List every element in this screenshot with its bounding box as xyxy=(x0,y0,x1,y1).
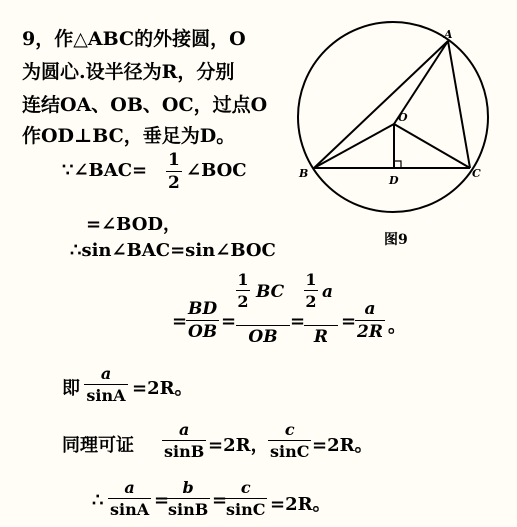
problem-line-1: 9，作△ABC的外接圆，O xyxy=(22,28,246,50)
fraction-c-sinc: c sinC xyxy=(270,420,310,461)
final-eq-2: = xyxy=(212,490,228,511)
final-eq-1: = xyxy=(154,490,170,511)
proof-because: ∵∠BAC= xyxy=(62,160,148,181)
label-b: B xyxy=(299,167,309,180)
segment-oc xyxy=(394,124,470,168)
fraction-halfbc-ob: 1 2 BC OB xyxy=(236,270,290,347)
label-d: D xyxy=(389,174,399,187)
angle-boc: ∠BOC xyxy=(186,160,247,181)
final-tail: =2R。 xyxy=(270,494,331,515)
right-angle-mark xyxy=(394,161,401,168)
chain-eq-3: = xyxy=(290,311,306,332)
fraction-half: 1 2 xyxy=(168,150,180,193)
tongli-mid: =2R， xyxy=(208,435,269,456)
fraction-final-b: b sinB xyxy=(168,478,209,519)
chain-end: 。 xyxy=(388,316,406,337)
label-c: C xyxy=(472,167,481,180)
fraction-a-sina: a sinA xyxy=(84,364,128,405)
proof-sin-equality: ∴sin∠BAC=sin∠BOC xyxy=(70,240,276,261)
figure-caption: 图9 xyxy=(384,232,408,248)
problem-number: 9， xyxy=(22,28,55,50)
segment-ac xyxy=(448,41,470,168)
problem-line-2: 为圆心.设半径为R，分别 xyxy=(22,61,235,83)
chain-eq-1: = xyxy=(172,311,188,332)
label-a: A xyxy=(444,28,453,41)
ji-tail: =2R。 xyxy=(132,378,193,399)
tongli-label: 同理可证 xyxy=(62,435,134,456)
fraction-bd-ob: BD OB xyxy=(188,299,218,342)
problem-line-4: 作OD⊥BC，垂足为D。 xyxy=(22,125,236,147)
chain-eq-2: = xyxy=(221,311,237,332)
fraction-halfa-r: 1 2 a R xyxy=(304,270,338,347)
problem-line-3: 连结OA、OB、OC，过点O xyxy=(22,94,268,116)
chain-eq-4: = xyxy=(341,311,357,332)
final-therefore: ∴ xyxy=(92,490,104,511)
fraction-a-2r: a 2R xyxy=(357,299,383,342)
tongli-tail: =2R。 xyxy=(312,435,373,456)
ji-label: 即 xyxy=(62,378,80,399)
fraction-final-a: a sinA xyxy=(110,478,150,519)
segment-ab xyxy=(314,41,448,168)
fraction-final-c: c sinC xyxy=(226,478,266,519)
proof-eq-bod: =∠BOD， xyxy=(86,214,182,235)
fraction-a-sinb: a sinB xyxy=(164,420,205,461)
label-o: O xyxy=(398,111,408,124)
circle-figure xyxy=(290,18,510,218)
